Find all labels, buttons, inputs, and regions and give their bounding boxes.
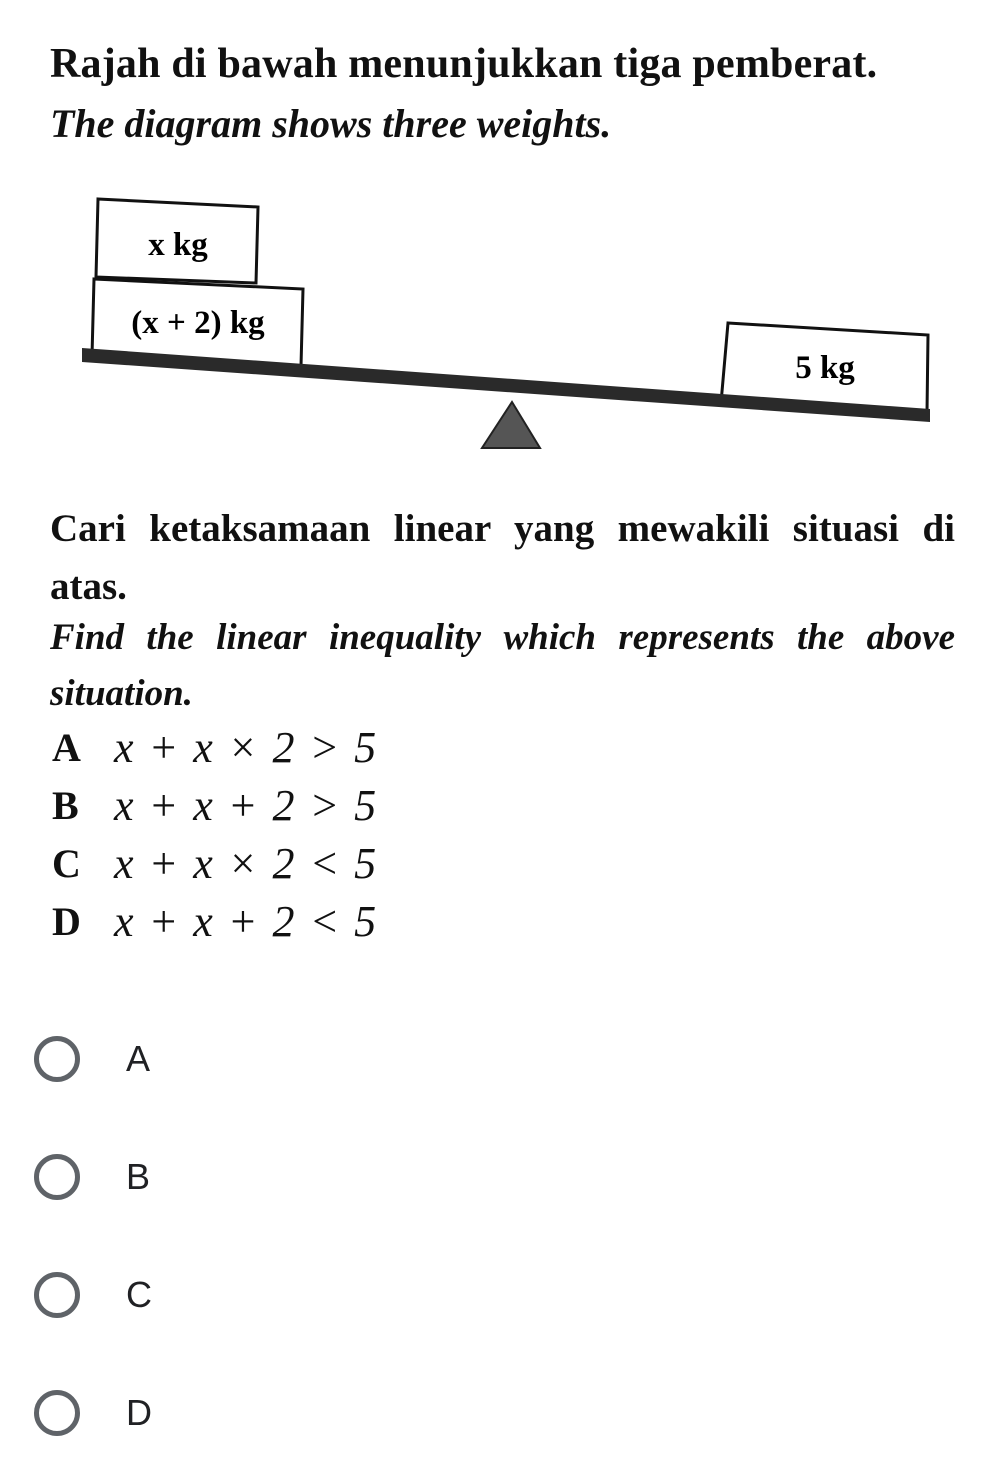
choice-label-c: C — [126, 1274, 152, 1315]
radio-button-b[interactable] — [34, 1154, 80, 1200]
choice-label-b: B — [126, 1156, 151, 1197]
weight-bottom-label: (x + 2) kg — [131, 305, 265, 341]
option-expression: x + x + 2 < 5 — [114, 896, 379, 946]
choice-b[interactable] — [34, 1118, 152, 1236]
option-letter: A — [52, 724, 81, 770]
choice-d[interactable] — [34, 1354, 152, 1472]
radio-choice-group — [34, 1000, 152, 1472]
choice-a[interactable] — [34, 1000, 152, 1118]
weight-top-label: x kg — [148, 227, 208, 263]
option-letter: D — [52, 898, 81, 944]
seesaw-diagram — [0, 180, 995, 470]
choice-label-d: D — [126, 1392, 152, 1433]
question-prompt-english: Find the linear inequality which represents the above situation. — [50, 617, 955, 714]
radio-button-a[interactable] — [34, 1036, 80, 1082]
choice-c[interactable] — [34, 1236, 152, 1354]
option-row-b — [52, 776, 378, 834]
option-letter: C — [52, 840, 81, 886]
seesaw-fulcrum — [482, 402, 540, 448]
option-row-a — [52, 718, 378, 776]
question-title-malay: Rajah di bawah menunjukkan tiga pemberat. — [50, 41, 878, 87]
option-expression: x + x × 2 < 5 — [114, 838, 379, 888]
option-row-c — [52, 834, 378, 892]
weight-box-top — [96, 199, 258, 283]
option-expression: x + x × 2 > 5 — [114, 722, 379, 772]
question-title-english: The diagram shows three weights. — [50, 101, 612, 146]
option-expression: x + x + 2 > 5 — [114, 780, 379, 830]
radio-button-d[interactable] — [34, 1390, 80, 1436]
option-letter: B — [52, 782, 79, 828]
answer-options-list — [52, 718, 378, 950]
weight-right-label: 5 kg — [795, 350, 855, 386]
radio-button-c[interactable] — [34, 1272, 80, 1318]
choice-label-a: A — [126, 1038, 151, 1079]
question-prompt-malay: Cari ketaksamaan linear yang mewakili situasi di atas. — [50, 507, 955, 608]
option-row-d — [52, 892, 378, 950]
